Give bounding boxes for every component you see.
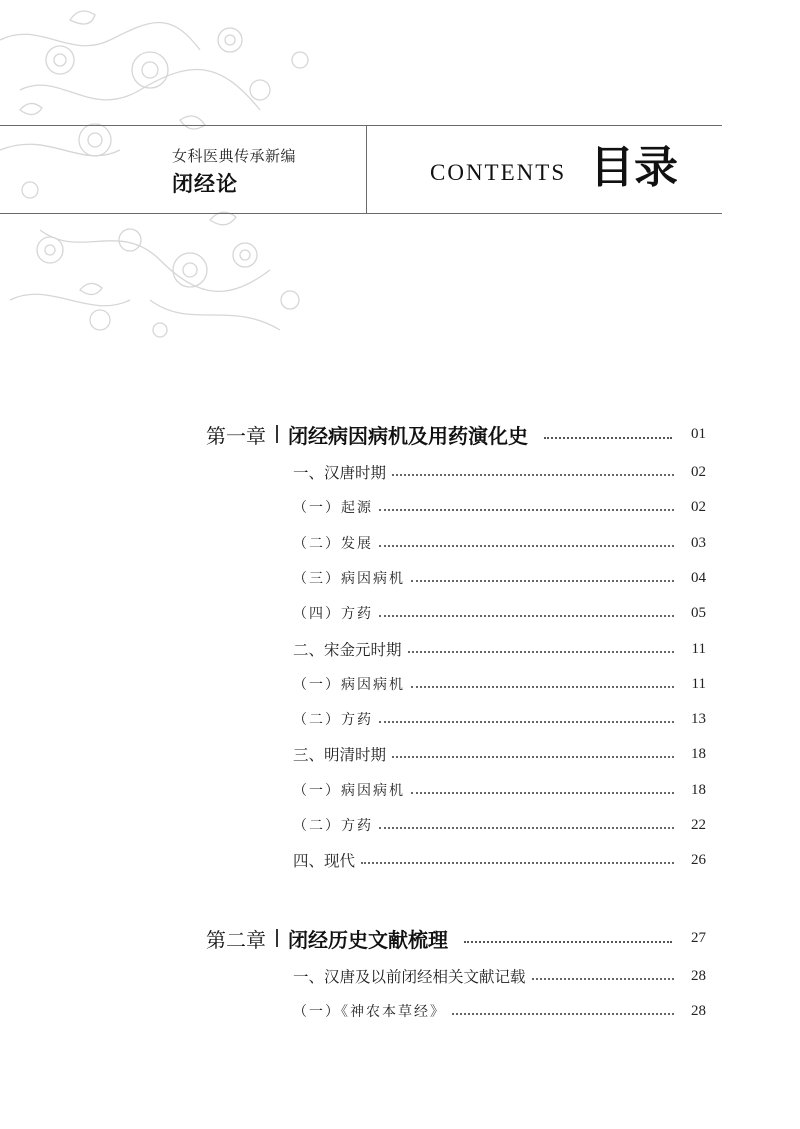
toc-entry[interactable] [293,848,706,872]
dot-leader [379,827,674,829]
entry-label: 四、现代 [293,852,356,870]
header-divider [366,125,367,214]
toc-chapter-2[interactable] [206,923,706,953]
contents-heading-en: CONTENTS [430,160,567,185]
dot-leader [379,509,674,511]
chapter-title: 闭经历史文献梳理 [288,927,448,952]
entry-label: 一、汉唐及以前闭经相关文献记载 [293,968,526,986]
toc-chapter-1[interactable] [206,419,706,449]
contents-heading-cn: 目录 [590,142,678,193]
dot-leader [411,792,674,794]
header-top-rule [0,125,722,126]
entry-label: （一）起源 [293,500,373,516]
toc-entry[interactable] [293,707,706,731]
chapter-separator [276,425,278,443]
entry-label: 二、宋金元时期 [293,641,402,659]
entry-label: （一）《神农本草经》 [293,1004,446,1020]
toc-entry[interactable] [293,778,706,802]
chapter-title: 闭经病因病机及用药演化史 [288,423,528,448]
entry-label: （二）方药 [293,818,373,834]
book-title: 闭经论 [172,171,238,196]
floral-ornament-icon [0,0,340,360]
entry-label: （四）方药 [293,606,373,622]
page-number: 22 [691,816,706,833]
toc-entry[interactable] [293,601,706,625]
toc-entry[interactable] [293,742,706,766]
chapter-separator [276,929,278,947]
entry-label: （三）病因病机 [293,571,405,587]
toc-entry[interactable] [293,495,706,519]
series-name: 女科医典传承新编 [172,147,297,165]
dot-leader [392,756,674,758]
page-number: 02 [691,498,706,515]
dot-leader [411,686,674,688]
dot-leader [411,580,674,582]
toc-entry[interactable] [293,999,706,1023]
page-number: 11 [691,675,706,692]
page-number: 18 [691,781,706,798]
page-number: 11 [691,640,706,657]
page-number: 04 [691,569,706,586]
dot-leader [379,721,674,723]
dot-leader [379,615,674,617]
toc-entry[interactable] [293,964,706,988]
dot-leader [379,545,674,547]
dot-leader [544,437,672,439]
dot-leader [452,1013,674,1015]
page-number: 26 [691,851,706,868]
dot-leader [464,941,672,943]
dot-leader [408,651,674,653]
entry-label: 一、汉唐时期 [293,464,387,482]
dot-leader [532,978,674,980]
page-number: 03 [691,534,706,551]
entry-label: （一）病因病机 [293,783,405,799]
page-number: 01 [691,425,706,442]
chapter-number: 第二章 [206,927,266,952]
entry-label: （二）发展 [293,536,373,552]
entry-label: （二）方药 [293,712,373,728]
entry-label: （一）病因病机 [293,677,405,693]
page-number: 28 [691,1002,706,1019]
page-number: 02 [691,463,706,480]
entry-label: 三、明清时期 [293,746,387,764]
chapter-number: 第一章 [206,423,266,448]
page-number: 28 [691,967,706,984]
toc-entry[interactable] [293,813,706,837]
page-number: 05 [691,604,706,621]
toc-entry[interactable] [293,637,706,661]
dot-leader [392,474,674,476]
header-bottom-rule [0,213,722,214]
page-number: 27 [691,929,706,946]
dot-leader [361,862,674,864]
toc-entry[interactable] [293,566,706,590]
toc-entry[interactable] [293,460,706,484]
toc-entry[interactable] [293,672,706,696]
toc-entry[interactable] [293,531,706,555]
page-number: 18 [691,745,706,762]
page-number: 13 [691,710,706,727]
